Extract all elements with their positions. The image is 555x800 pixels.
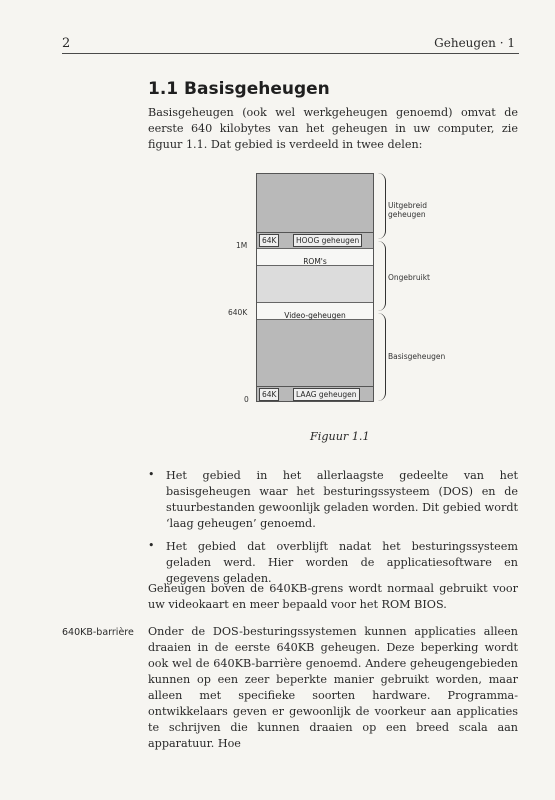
- roms-label: ROM's: [303, 257, 327, 266]
- hma-block: [257, 232, 373, 248]
- bullet-item: Het gebied in het allerlaagste gedeelte van het basisgeheugen waar het besturingssysteem (DOS) en de stuurbestanden gewoonlijk geladen worden. Dit gebied wordt ‘laag geheugen’ genoemd.: [166, 469, 518, 530]
- conventional-memory-label: Basisgeheugen: [388, 352, 446, 361]
- margin-note: 640KB-barrière: [62, 627, 134, 638]
- axis-label-1m: 1M: [236, 241, 248, 250]
- conventional-memory-block: [257, 320, 373, 386]
- low-memory-label: LAAG geheugen: [293, 388, 360, 401]
- bullet-marker: •: [148, 539, 155, 552]
- bullet-item: Het gebied dat overblijft nadat het besturingssysteem geladen werd. Hier worden de applicatiesoftware en gegevens geladen.: [166, 540, 518, 585]
- video-memory-block: [257, 302, 373, 320]
- roms-block: [257, 248, 373, 266]
- header-rule: [62, 53, 519, 54]
- hma-label: HOOG geheugen: [293, 234, 362, 247]
- barrier-paragraph: Onder de DOS-besturingssystemen kunnen applicaties alleen draaien in de eerste 640KB geheugen. Deze beperking wordt ook wel de 640KB-barrière genoemd. Andere geheugengebieden kunnen op een zeer beperkte manier gebruikt worden, maar alleen met specifieke soorten hardware. Programma-ontwikkelaars geven er gewoonlijk de voorkeur aan applicaties te schrijven die kunnen draaien op een breed scala aan apparatuur. Hoe: [148, 625, 518, 750]
- low-size-label: 64K: [259, 388, 279, 401]
- figure-caption: Figuur 1.1: [310, 430, 370, 443]
- running-header: Geheugen · 1: [434, 36, 515, 50]
- bullet-marker: •: [148, 468, 155, 481]
- memory-column: [256, 173, 374, 402]
- brace-unused: [375, 241, 386, 311]
- memory-map-figure: [220, 165, 480, 415]
- low-memory-block: [257, 386, 373, 402]
- axis-label-0: 0: [244, 395, 249, 404]
- video-memory-label: Video-geheugen: [284, 311, 346, 320]
- unused-block: [257, 266, 373, 302]
- unused-label: Ongebruikt: [388, 273, 430, 282]
- page-number: 2: [62, 36, 71, 51]
- section-title: 1.1 Basisgeheugen: [148, 79, 330, 99]
- hma-size-label: 64K: [259, 234, 279, 247]
- axis-label-640k: 640K: [228, 308, 248, 317]
- intro-paragraph: Basisgeheugen (ook wel werkgeheugen genoemd) omvat de eerste 640 kilobytes van het geheugen in uw computer, zie figuur 1.1. Dat gebied is verdeeld in twee delen:: [148, 106, 518, 151]
- brace-conventional: [375, 313, 386, 401]
- brace-extended: [375, 173, 386, 239]
- extended-memory-label: Uitgebreid geheugen: [388, 201, 428, 219]
- boundary-paragraph: Geheugen boven de 640KB-grens wordt normaal gebruikt voor uw videokaart en meer bepaald voor het ROM BIOS.: [148, 582, 518, 611]
- extended-memory-block: [257, 174, 373, 232]
